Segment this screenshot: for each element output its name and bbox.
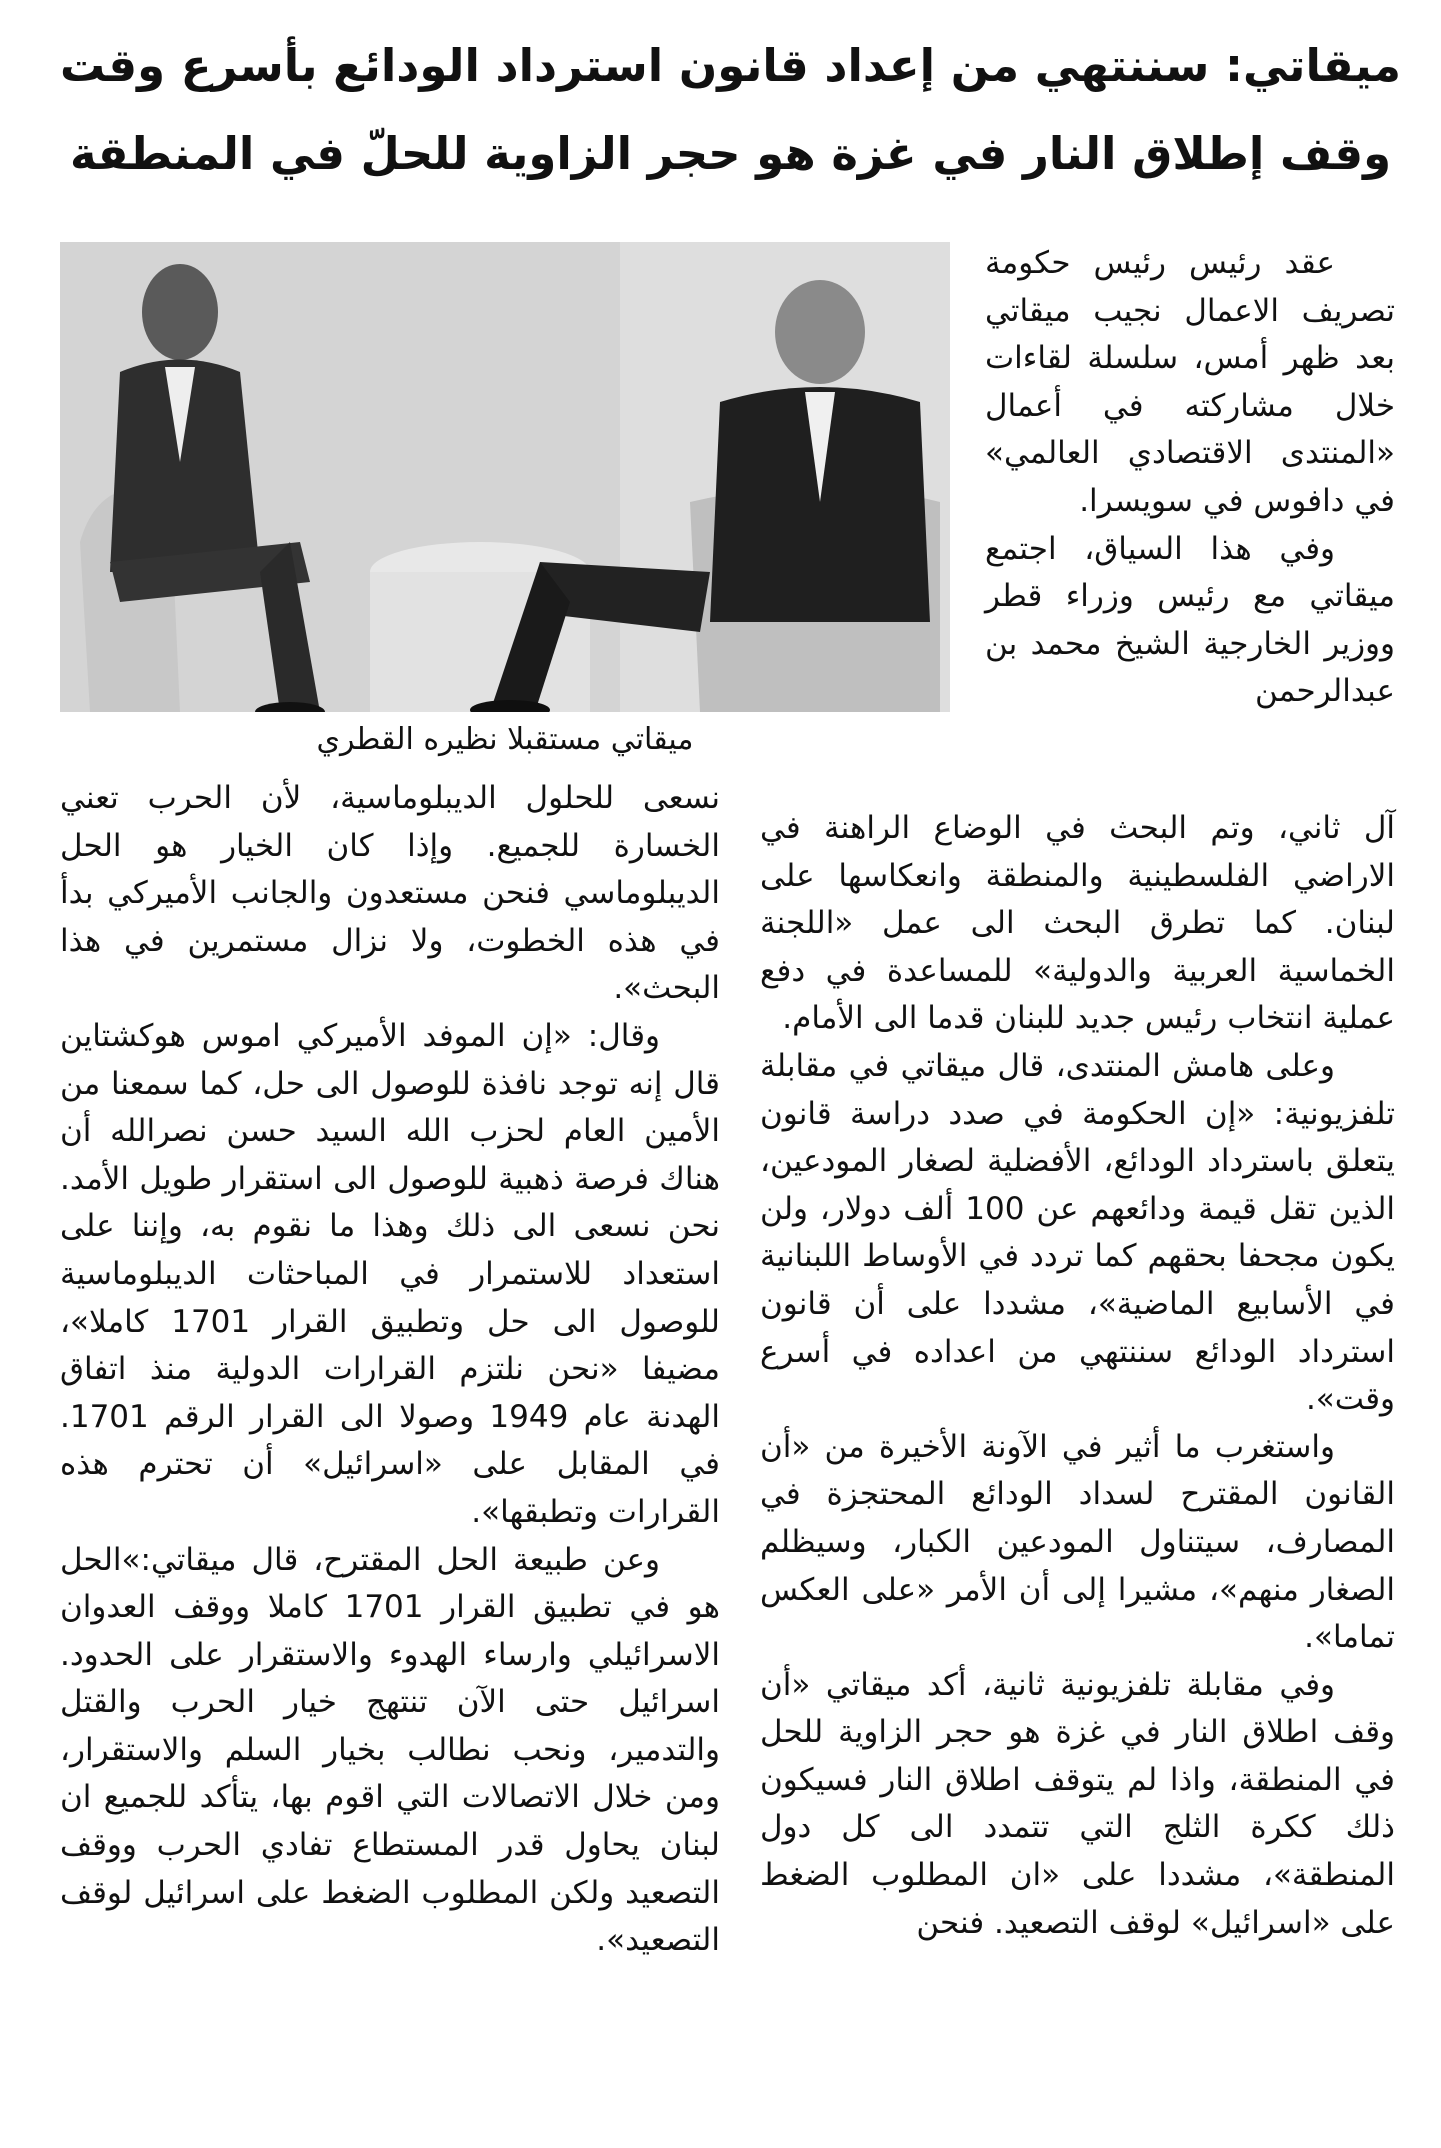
article-photo <box>60 242 950 712</box>
paragraph: واستغرب ما أثير في الآونة الأخيرة من «أن القانون المقترح لسداد الودائع المحتجزة في المصارف، سيتناول المودعين الكبار، وسيظلم الصغار منهم»، مشيرا إلى أن الأمر «على العكس تماما». <box>760 1428 1395 1656</box>
paragraph: وعلى هامش المنتدى، قال ميقاتي في مقابلة تلفزيونية: «إن الحكومة في صدد دراسة قانون يتعلق باسترداد الودائع، الأفضلية لصغار المودعين، الذين تقل قيمة ودائعهم عن 100 ألف دولار، ولن يكون مجحفا بحقهم كما تردد في الأوساط اللبنانية في الأسابيع الماضية»، مشددا على أن قانون استرداد الودائع سننتهي من اعداده في أسرع وقت». <box>760 1047 1395 1418</box>
paragraph: نسعى للحلول الديبلوماسية، لأن الحرب تعني الخسارة للجميع. وإذا كان الخيار هو الحل الديبلوماسي فنحن مستعدون والجانب الأميركي بدأ في هذه الخطوت، ولا نزال مستمرين في هذا البحث». <box>60 780 720 1007</box>
article-column-right-top <box>985 240 1395 800</box>
paragraph: وقال: «إن الموفد الأميركي اموس هوكشتاين قال إنه توجد نافذة للوصول الى حل، كما سمعنا من الأمين العام لحزب الله السيد حسن نصرالله أن هناك فرصة ذهبية للوصول الى استقرار طويل الأمد. نحن نسعى الى ذلك وهذا ما نقوم به، وإننا على استعداد للاستمرار في المباحثات الديبلوماسية للوصول الى حل وتطبيق القرار 1701 كاملا»، مضيفا «نحن نلتزم القرارات الدولية منذ اتفاق الهدنة عام 1949 وصولا الى القرار الرقم 1701. في المقابل على «اسرائيل» أن تحترم هذه القرارات وتطبقها». <box>60 1017 720 1530</box>
photo-illustration <box>60 242 950 712</box>
headline <box>60 22 1401 212</box>
photo-caption: ميقاتي مستقبلا نظيره القطري <box>316 722 694 757</box>
paragraph: وعن طبيعة الحل المقترح، قال ميقاتي:»الحل هو في تطبيق القرار 1701 كاملا ووقف العدوان الاسرائيلي وارساء الهدوء والاستقرار على الحدود. اسرائيل حتى الآن تنتهج خيار الحرب والقتل والتدمير، ونحب نطالب بخيار السلم والاستقرار، ومن خلال الاتصالات التي اقوم بها، يتأكد للجميع ان لبنان يحاول قدر المستطاع تفادي الحرب ووقف التصعيد ولكن المطلوب الضغط على اسرائيل لوقف التصعيد». <box>60 1541 720 1959</box>
article-column-left <box>60 775 720 2140</box>
paragraph: وفي هذا السياق، اجتمع ميقاتي مع رئيس وزراء قطر ووزير الخارجية الشيخ محمد بن عبدالرحمن <box>985 530 1395 710</box>
article-column-right <box>760 805 1395 2145</box>
paragraph: آل ثاني، وتم البحث في الوضاع الراهنة في الاراضي الفلسطينية والمنطقة وانعكاسها على لبنان. كما تطرق البحث الى عمل «اللجنة الخماسية العربية والدولية» للمساعدة في دفع عملية انتخاب رئيس جديد للبنان قدما الى الأمام. <box>760 810 1395 1037</box>
headline-line-2: وقف إطلاق النار في غزة هو حجر الزاوية للحلّ في المنطقة <box>69 127 1392 180</box>
paragraph: وفي مقابلة تلفزيونية ثانية، أكد ميقاتي «أن وقف اطلاق النار في غزة هو حجر الزاوية للحل في المنطقة، واذا لم يتوقف اطلاق النار فسيكون ذلك ككرة الثلج التي تتمدد الى كل دول المنطقة»، مشددا على «ان المطلوب الضغط على «اسرائيل» لوقف التصعيد. فنحن <box>760 1666 1395 1941</box>
headline-line-1: ميقاتي: سننتهي من إعداد قانون استرداد الودائع بأسرع وقت <box>60 39 1401 92</box>
paragraph: عقد رئيس رئيس حكومة تصريف الاعمال نجيب ميقاتي بعد ظهر أمس، سلسلة لقاءات خلال مشاركته في أعمال «المنتدى الاقتصادي العالمي» في دافوس في سويسرا. <box>985 245 1395 519</box>
